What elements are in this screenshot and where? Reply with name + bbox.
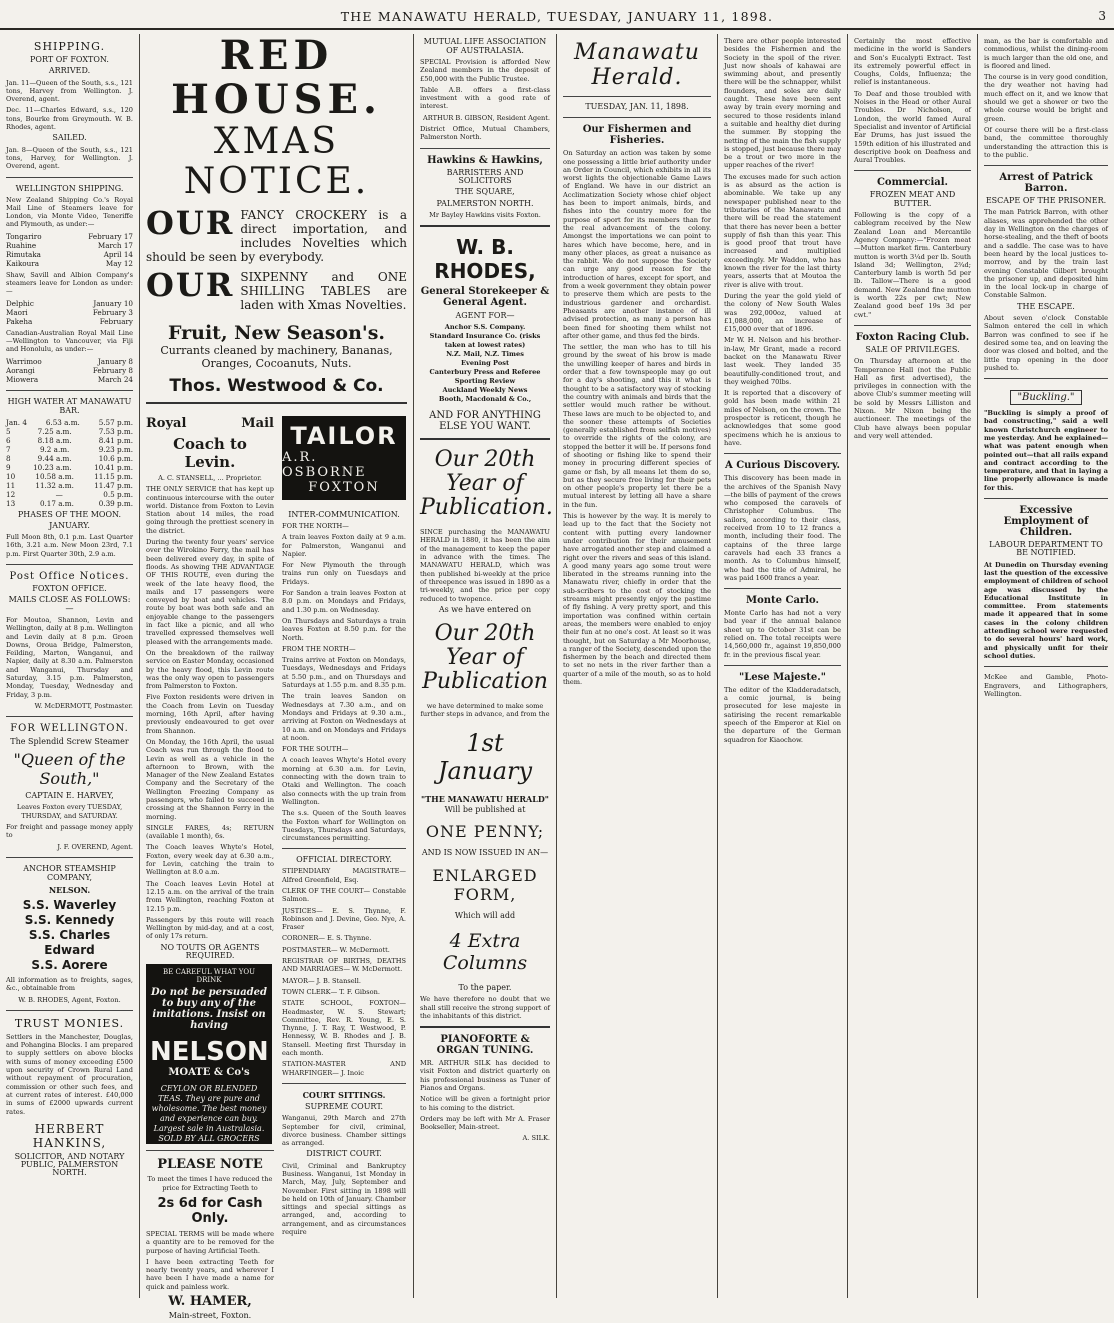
please-note-text: To meet the times I have reduced the price for Extracting Teeth to	[147, 1175, 273, 1192]
high-water-cell: —	[55, 489, 63, 499]
wellington-shipping-heading: WELLINGTON SHIPPING.	[15, 183, 124, 193]
south-text-2: The s.s. Queen of the South leaves the Foxton wharf for Wellington on Tuesdays, Thursdays and Saturdays, circumstances permitting.	[282, 809, 406, 843]
official-entry: CLERK OF THE COURT— Constable Salmon.	[282, 886, 406, 904]
arrest-heading: Arrest of Patrick Barron.	[999, 172, 1093, 195]
monte-carlo-heading: Monte Carlo.	[746, 595, 819, 607]
coach-text-8: The Coach leaves Levin Hotel at 12.15 a.m. on the arrival of the train from Wellington, reaching Foxton at 12.15 p.m.	[146, 879, 274, 913]
inter-communication-heading: INTER-COMMUNICATION.	[288, 510, 400, 519]
privileges-heading: SALE OF PRIVILEGES.	[865, 344, 960, 354]
hawkins-sub: BARRISTERS AND SOLICITORS	[446, 167, 524, 185]
divider	[282, 1083, 406, 1084]
vessel-name: S.S. Kennedy	[24, 912, 115, 927]
high-water-row	[6, 436, 133, 445]
high-water-cell: 11	[6, 480, 16, 490]
high-water-cell: 10.23 a.m.	[33, 462, 72, 472]
nelson-tea-text: CEYLON OR BLENDED TEAS. They are pure and wholesome. The best money and experience can buy. Largest sale in Australasia. SOLD BY ALL GROCERS	[151, 1084, 267, 1144]
high-water-cell: Jan. 4	[6, 417, 27, 427]
silk-text: MR. ARTHUR SILK has decided to visit Foxton and district quarterly on his professional business as Tuner of Pianos and Organs.	[420, 1059, 550, 1092]
divider	[984, 165, 1108, 166]
red-house-heading: RED HOUSE.	[171, 32, 382, 123]
mutual-life-heading: MUTUAL LIFE ASSOCIATION OF AUSTRALASIA.	[423, 37, 547, 55]
sailed-text: Jan. 8—Queen of the South, s.s., 121 tons, Harvey, for Wellington. J. Overend, agent.	[6, 145, 133, 171]
high-water-cell: 10	[6, 471, 16, 481]
herbert-sub: SOLICITOR, AND NOTARY PUBLIC, PALMERSTON NORTH.	[14, 1151, 125, 1178]
divider	[984, 498, 1108, 499]
article-paragraph: It is reported that a discovery of gold has been made within 21 miles of Nelson, on the crown. The prospector is reticent, though he acknowledges that some good specimens which he is anxious to have.	[724, 389, 841, 447]
divider	[420, 438, 550, 440]
buckling-heading: "Buckling."	[1010, 390, 1081, 405]
queen-of-south: "Queen of the South,"	[13, 750, 126, 789]
court-sittings-heading: COURT SITTINGS.	[302, 1089, 386, 1100]
ship-row: Miowera March 24	[6, 374, 133, 384]
as-we-entered: As we have entered on	[438, 604, 532, 614]
leaves-text: Leaves Foxton every TUESDAY, THURSDAY, and SATURDAY.	[16, 803, 123, 820]
divider	[6, 390, 133, 391]
north-text-4: On Thursdays and Saturdays a train leaves Foxton at 8.50 p.m. for the North.	[282, 616, 406, 642]
wb-rhodes-heading: W. B. RHODES,	[434, 235, 536, 284]
mutual-text: SPECIAL Provision is afforded New Zealand members in the deposit of £50,000 with the Public Trustee.	[420, 58, 550, 83]
nzsc-text: New Zealand Shipping Co.'s Royal Mail Line of Steamers leave for London, via Monte Video, Teneriffe and Plymouth, as under:—	[6, 195, 133, 229]
our-20th-year-repeat: Our 20th Year of Publication	[422, 621, 548, 695]
anchor-heading: ANCHOR STEAMSHIP COMPANY,	[23, 863, 116, 882]
freight-text: For freight and passage money apply to	[6, 823, 133, 840]
divider	[6, 857, 133, 858]
port-label: PORT OF FOXTON.	[30, 55, 109, 64]
band-text: Of course there will be a first-class band, the committee thoroughly understanding the attraction this is to the public.	[984, 125, 1108, 159]
district-text: Civil, Criminal and Bankruptcy Business. Wanganui, 1st Monday in March, May, July, September and November. First sitting in 1898 will be held on 10th of January. Chamber sittings and special sittings as arranged, and, according to arrangement, and as circumstances require	[282, 1161, 406, 1237]
agent-entry: Anchor S.S. Company.	[444, 323, 526, 332]
xmas-notice-heading: XMAS NOTICE.	[183, 121, 370, 202]
article-paragraph: There are other people interested besides the Fishermen and the Society in the spoil of the river. Just now shoals of kahawai are swimming about, and presently there will be the schnapper, whilst flounders, and soles are daily caught. These have been sent away by train every morning and secured to those residents inland a suitable and healthy diet during the summer. By stopping the netting of the main the fish supply is stopped, just because there may be a trout or two more in the upper reaches of the river!	[724, 37, 841, 170]
for-south-label: FOR THE SOUTH—	[282, 745, 349, 754]
nelson-label: NELSON.	[48, 884, 91, 895]
divider	[724, 665, 841, 666]
divider	[146, 402, 407, 404]
high-water-cell: 0.5 p.m.	[103, 489, 133, 499]
column-4	[557, 34, 718, 1298]
overend-agent: J. F. OVEREND, Agent.	[57, 842, 133, 851]
hawkins-heading: Hawkins & Hawkins,	[427, 154, 543, 166]
trust-text: Settlers in the Manchester, Douglas, and Pohangina Blocks. I am prepared to supply settlers on above blocks with sums of money exceeding £500 upon security of Crown Rural Land without repayment of procuration, commission or other such fees, and at current rates of interest. £40,000 in sums of £2000 upwards current rates.	[6, 1032, 133, 1116]
from-north-text-2: The train leaves Sandon on Wednesdays at 7.30 a.m., and on Mondays and Fridays at 9.30 a.m., arriving at Foxton on Wednesdays at 10 a.m. and on Mondays and Fridays at noon.	[282, 692, 406, 742]
since-purchasing-text: SINCE purchasing the MANAWATU HERALD in 1880, it has been the aim of the management to keep the paper in advance with the times. The MANAWATU HERALD, which was then published bi-weekly at the price of threepence was issued in 1890 as a tri-weekly, and the price per copy reduced to twopence.	[420, 528, 550, 603]
official-entry: STATE SCHOOL, FOXTON— Headmaster, W. S. Stewart; Committee, Rev. R. Young, E. S. Thynne, J. T. Ray, T. Westwood, P. Hennessy, W. B. Rhodes and J. B. Stansell. Meeting first Thursday in each month.	[282, 999, 406, 1058]
official-entry: POSTMASTER— W. McDermott.	[282, 945, 390, 954]
from-north-label: FROM THE NORTH—	[282, 644, 356, 653]
w-hamer: W. HAMER,	[168, 1294, 252, 1309]
our-tables-ad	[146, 266, 407, 312]
divider	[6, 716, 133, 717]
deaf-text: To Deaf and those troubled with Noises in the Head or other Aural Troubles. Dr Nicholson, of London, the world famed Aural Specialist and inventor of Artificial Ear Drums, has just issued the 159th edition of his illustrated and descriptive book on Deafness and Aural Troubles.	[854, 89, 971, 165]
divider	[563, 96, 711, 97]
please-note-heading: PLEASE NOTE	[157, 1157, 263, 1173]
ship-row: Aorangi February 8	[6, 365, 133, 375]
high-water-cell: 9.44 a.m.	[37, 453, 72, 463]
article-paragraph: The settler, the man who has to till his ground by the sweat of his brow is made the unwilling keeper of hares and birds in order that a few townspeople may go out for a day's shooting, and this it what is thought to be a satisfactory way of stocking the country with animals and birds that the settler would much rather be without. These laws are much to be objected to, and the sooner these attempts of Societies (generally established from selfish motives) to override the rights of the colony, are stopped the better it will be. If persons fond of shooting or fishing like to spend their money in procuring different species of game or fish, by all means let them do so, but as they secure free living for their pets on other people's property let there be a mutual interest by letting all have a share in the fun.	[563, 343, 711, 509]
newspaper-masthead-title: THE MANAWATU HERALD, TUESDAY, JANUARY 11, 1898.	[340, 9, 774, 24]
frozen-text: Following is the copy of a cablegram received by the New Zealand Loan and Mercantile Agency Company:—"Frozen meat—Mutton market firm. Canterbury mutton is worth 3¼d per lb. South Island 3d; Wellington, 2¾d; Canterbury lamb is worth 5d per lb. Tallow—There is a good demand. New Zealand fine mutton is worth 22s per cwt; New Zealand good beef 19s 3d per cwt."	[854, 211, 971, 319]
which-will-add: Which will add	[454, 910, 516, 920]
pianoforte-heading: PIANOFORTE & ORGAN TUNING.	[436, 1034, 534, 1057]
special-terms: SPECIAL TERMS will be made where a quantity are to be removed for the purpose of having Artificial Teeth.	[146, 1229, 274, 1255]
official-entry: STATION-MASTER AND WHARFINGER— J. Inoic	[282, 1060, 406, 1077]
shaw-savill-text: Shaw, Savill and Albion Company's steamers leave for London as under:—	[6, 270, 133, 296]
column-5	[718, 34, 848, 1298]
course-text: The course is in very good condition, the dry weather not having had much effect on it, and we know that should we get a shower or two the whole course would be bright and green.	[984, 73, 1108, 123]
crockery-text: FANCY CROCKERY is a direct importation, and includes Novelties which should be seen by everybody.	[146, 208, 407, 264]
gibson-office: District Office, Mutual Chambers, Palmerston North.	[420, 125, 550, 142]
official-entry: JUSTICES— E. S. Thynne, F. Robinson and J. Devine, Geo. Nye, A. Fraser	[282, 906, 406, 932]
post-office-heading: Post Office Notices.	[9, 571, 130, 583]
coach-text-3: On the breakdown of the railway service on Easter Monday, occasioned by the heavy flood, this Levin route was the only way open to passengers from Palmerston to Foxton.	[146, 648, 274, 691]
anchor-text: All information as to freights, sages, &c., obtainable from	[6, 975, 133, 993]
high-water-cell: 11.47 p.m.	[94, 480, 133, 490]
arrest-text: The man Patrick Barron, with other aliases, was apprehended the other day in Wellington on the charges of horse-stealing, and the theft of boots and a saddle. The case was to have been heard by the local justices to-morrow, and by the train last evening Constable Gilbert brought the prisoner up, and deposited him in the local lock-up in charge of Constable Salmon.	[984, 208, 1108, 300]
official-entry: TOWN CLERK— T. F. Gibson.	[282, 987, 380, 996]
to-the-paper: To the paper.	[458, 982, 512, 992]
column-3	[414, 34, 557, 1298]
enlarged-form: ENLARGED FORM,	[432, 865, 538, 904]
high-water-cell: 7.53 p.m.	[98, 426, 133, 436]
ship-row: Pakeha February	[6, 316, 133, 326]
high-water-cell: 9	[6, 462, 11, 472]
ship-row: Delphic January 10	[6, 298, 133, 308]
mails-text: For Moutoa, Shannon, Levin and Wellington, daily at 8 p.m. Wellington and Levin daily at 8 p.m. Groen Downs, Oroua Bridge, Palmerston, Feilding, Marton, Wanganui, and Napier, daily at 8.30 a.m. Palmerston and Wanganui, Thursday and Saturday, 3.15 p.m. Palmerston, Monday, Tuesday, Wednesday and Friday, 3 p.m.	[6, 615, 133, 699]
post-office-sub: FOXTON OFFICE.	[32, 584, 107, 594]
determined-text: we have determined to make some further steps in advance, and from the	[420, 702, 550, 719]
masthead	[0, 0, 1114, 30]
high-water-cell: 6.53 a.m.	[45, 417, 80, 427]
coach-text-2: During the twenty four years' service over the Wirokino Ferry, the mail has been delivered every day, in spite of floods. As showing THE ADVANTAGE OF THIS ROUTE, even during the week of the late heavy flood, the mails and 17 passengers were conveyed by boat and vehicles. The route by boat was both safe and an enjoyable change to the passengers in fact like a picnic, and all who travelled expressed themselves well pleased with the arrangements made.	[146, 538, 274, 646]
official-entry: CORONER— E. S. Thynne.	[282, 934, 372, 943]
divider	[6, 564, 133, 565]
arrived-text: Jan. 11—Queen of the South, s.s., 121 tons, Harvey from Wellington. J. Overend, agent.	[6, 78, 133, 104]
phases-text: Full Moon 8th, 0.1 p.m. Last Quarter 16th, 3.21 a.m. New Moon 23rd, 7.1 p.m. First Quarter 30th, 2.9 a.m.	[6, 533, 133, 558]
high-water-cell: 7.25 a.m.	[37, 426, 72, 436]
for-wellington: FOR WELLINGTON.	[10, 723, 129, 735]
high-water-cell: 8.18 a.m.	[37, 435, 72, 445]
phases-month: JANUARY.	[49, 520, 90, 530]
extra-columns: 4 Extra Columns	[442, 929, 528, 974]
divider	[984, 378, 1108, 379]
thos-westwood: Thos. Westwood & Co.	[169, 376, 384, 396]
photo-engravers-footer: McKee and Gamble, Photo-Engravers, and Lithographers, Wellington.	[984, 673, 1108, 698]
divider	[854, 325, 971, 326]
escape-sub: ESCAPE OF THE PRISONER.	[985, 196, 1107, 206]
herald-name: "THE MANAWATU HERALD"	[421, 793, 549, 804]
phases-heading: PHASES OF THE MOON.	[17, 509, 122, 519]
article-paragraph: On Saturday an action was taken by some one possessing a little brief authority under an Order in Council, which exhibits in all its worst lights the objectionable Game Laws of England. We have in our district an Acclimatization Society whose chief object has been to import animals, birds, and fishes into the country more for the purpose of sport for its members than for the real advancement of the colony. Amongst the importations we can point to hares which have become, here, and in many other places, as great a nuisance as the rabbit. We do not suppose the Society can urge any good reason for the introduction of hares, except for sport, and from a week government they obtain power to preserve them which are pests to the industrious gardener and orchardist. Pheasants are another instance of ill advised protection, as many a person has been fined for shooting them whilst not after other game, and thus fed the birds.	[563, 149, 711, 340]
canadian-text: Canadian-Australian Royal Mail Line—Wellington to Vancouver, via Fiji and Honolulu, as under:—	[6, 328, 133, 354]
high-water-row	[6, 445, 133, 454]
sailed-label: SAILED.	[52, 133, 87, 143]
the-square: THE SQUARE,	[455, 187, 515, 197]
supreme-court: SUPREME COURT.	[304, 1101, 384, 1111]
mails-close: MAILS CLOSE AS FOLLOWS:—	[8, 595, 131, 613]
orders-text: Orders may be left with Mr A. Fraser Bookseller, Main-street.	[420, 1114, 550, 1132]
column-7	[978, 34, 1114, 1298]
fishermen-heading: Our Fishermen and Fisheries.	[582, 124, 692, 147]
high-water-row	[6, 427, 133, 436]
tailor-town: FOXTON	[308, 479, 380, 495]
nelson-moate-ad	[146, 964, 272, 1144]
issued-in: AND IS NOW ISSUED IN AN—	[421, 848, 549, 858]
high-water-cell: 10.58 a.m.	[35, 471, 74, 481]
agent-for: AGENT FOR—	[455, 311, 515, 321]
high-water-cell: 9.23 p.m.	[98, 444, 133, 454]
gibson-agent: ARTHUR B. GIBSON, Resident Agent.	[423, 113, 550, 122]
coach-text-7: The Coach leaves Whyte's Hotel, Foxton, every week day at 6.30 a.m., for Levin, catching the train to Wellington at 8.0 a.m.	[146, 843, 274, 877]
mail-label: Mail	[241, 416, 274, 431]
coach-text-6: SINGLE FARES, 4s; RETURN (available 1 month), 6s.	[146, 823, 274, 841]
divider	[420, 1026, 550, 1028]
the-escape-label: THE ESCAPE.	[1017, 301, 1075, 311]
north-text-3: For Sandon a train leaves Foxton at 8.0 p.m. on Mondays and Fridays, and 1.30 p.m. on Wednesday.	[282, 589, 406, 614]
high-water-cell: 12	[6, 489, 16, 499]
official-entry: MAYOR— J. B. Stansell.	[282, 976, 361, 985]
labour-dept: LABOUR DEPARTMENT TO BE NOTIFIED.	[989, 540, 1103, 558]
high-water-row	[6, 490, 133, 499]
escape-text: About seven o'clock Constable Salmon entered the cell in which Barron was confined to see if he desired some tea, and on leaving the door was closed and bolted, and the little trap opening in the door pushed to.	[984, 314, 1108, 372]
osborne-tailor-ad	[282, 416, 406, 500]
one-penny: ONE PENNY;	[425, 822, 545, 842]
divider	[146, 1150, 274, 1151]
tailor-name: A.R. OSBORNE	[282, 449, 367, 480]
curious-text: This discovery has been made in the archives of the Spanish Navy—the bills of payment of the crews who composed the caravels of Christopher Columbus. The sailors, according to their class, received from 10 to 12 francs a month, including their food. The captains of the three large caravels had each 33 francs a month. As to Columbus himself, who had the title of Admiral, he was paid 1600 francs a year.	[724, 474, 841, 582]
north-text-1: A train leaves Foxton daily at 9 a.m. for Palmerston, Wanganui and Napier.	[282, 533, 406, 558]
official-entry: STIPENDIARY MAGISTRATE— Alfred Greenfield, Esq.	[282, 867, 406, 884]
high-water-row	[6, 463, 133, 472]
tailor-label: TAILOR	[290, 421, 398, 450]
divider	[854, 170, 971, 171]
high-water-cell: 8	[6, 453, 11, 463]
extracting-text: I have been extracting Teeth for nearly twenty years, and wherever I have been I have made a name for quick and painless work.	[146, 1257, 274, 1291]
divider	[563, 117, 711, 118]
divider	[6, 177, 133, 178]
herald-title: Manawatu Herald.	[574, 40, 700, 90]
excessive-heading: Excessive Employment of Children.	[1003, 505, 1089, 539]
high-water-cell: 8.41 p.m.	[98, 435, 133, 445]
nelson-persuaded: Do not be persuaded to buy any of the imitations. Insist on having	[150, 987, 268, 1032]
coach-text-9: Passengers by this route will reach Wellington by mid-day, and at a cost, of only 17s return.	[146, 915, 274, 941]
anchor-agent: W. B. RHODES, Agent, Foxton.	[18, 995, 121, 1004]
high-water-heading: HIGH WATER AT MANAWATU BAR.	[7, 396, 132, 415]
page-number: 3	[1098, 9, 1106, 23]
from-north-text: Trains arrive at Foxton on Mondays, Tuesdays, Wednesdays and Fridays at 5.50 p.m., and on Thursdays and Saturdays at 1.55 p.m. and 8.35 p.m.	[282, 656, 407, 690]
postmaster: W. McDERMOTT, Postmaster.	[34, 701, 133, 710]
high-water-cell: 11.32 a.m.	[35, 480, 74, 490]
agent-entry: Standard Insurance Co. (risks taken at lowest rates)	[429, 332, 541, 350]
vessel-name: S.S. Charles Edward	[28, 927, 111, 957]
teeth-price: 2s 6d for Cash Only.	[157, 1195, 263, 1226]
divider	[984, 666, 1108, 667]
first-january: 1st January	[437, 728, 533, 785]
ships-table-3	[6, 357, 133, 384]
herbert-hankins: HERBERT HANKINS,	[32, 1121, 107, 1150]
divider	[724, 453, 841, 454]
nelson-careful: BE CAREFUL WHAT YOU DRINK	[162, 968, 256, 985]
racing-continued: man, as the bar is comfortable and commodious, whilst the dining-room is much larger than the old one, and is floored and lined.	[984, 37, 1108, 70]
racing-club-heading: Foxton Racing Club.	[855, 331, 970, 343]
high-water-row	[6, 418, 133, 427]
high-water-cell: 0.39 p.m.	[98, 498, 133, 508]
arrived-text-2: Dec. 11—Charles Edward, s.s., 120 tons, Bourke from Greymouth. W. B. Rhodes, agent.	[6, 106, 133, 132]
divider	[282, 848, 406, 849]
north-text-2: For New Plymouth the through trains run only on Tuesdays and Fridays.	[282, 561, 406, 586]
article-paragraph: During the year the gold yield of the colony of New South Wales was 292,000oz, valued at £1,088,000, an increase of £15,000 over that of 1896.	[724, 291, 841, 334]
high-water-row	[6, 499, 133, 508]
high-water-cell: 10.6 p.m.	[98, 453, 133, 463]
divider	[724, 588, 841, 589]
racing-text: On Thursday afternoon at the Temperance Hall (not the Public Hall as first advertised), the privileges in connection with the above Club's summer meeting will be sold by Messrs Lilliston and Nixon. Mr Nixon being the auctioneer. The meetings of the Club have always been popular and very well attended.	[854, 357, 971, 440]
buckling-text: "Buckling is simply a proof of bad constructing," said a well known Christchurch engineer to me yesterday. And he explained—what was patent enough when pointed out—that all rails expand and contract according to the temperature, and that in laying a line properly allowance is made for this.	[984, 409, 1108, 492]
high-water-cell: 9.2 a.m.	[39, 444, 70, 454]
lese-majeste-heading: "Lese Majeste."	[739, 671, 826, 683]
high-water-cell: 0.17 a.m.	[39, 498, 74, 508]
our-crockery-ad	[146, 204, 407, 264]
divider	[420, 148, 550, 149]
nelson-moate: MOATE & Co's	[168, 1067, 250, 1079]
ship-row: Rimutaka April 14	[6, 249, 133, 259]
agents-list	[420, 323, 550, 404]
herald-date: TUESDAY, JAN. 11, 1898.	[585, 102, 689, 111]
high-water-row	[6, 454, 133, 463]
agent-entry: N.Z. Mail, N.Z. Times	[446, 350, 524, 359]
trust-monies-heading: TRUST MONIES.	[14, 1016, 125, 1030]
column-2	[140, 32, 414, 1320]
vessel-name: S.S. Aorere	[31, 957, 108, 972]
published-at: Will be published at	[444, 805, 526, 815]
excessive-text: At Dunedin on Thursday evening last the question of the excessive employment of children of school age was discussed by the Educational Institute in committee. From statements made it appeared that in some cases in the colony children attending school were requested to do several hours' hard work, and physically unfit for their school duties.	[984, 560, 1108, 660]
tables-text: SIXPENNY and ONE SHILLING TABLES are laden with Xmas Novelties.	[240, 270, 407, 312]
coach-heading: Coach to Levin.	[173, 435, 247, 471]
article-paragraph: The excuses made for such action is as absurd as the action is abominable. We take up any newspaper published near to the tributaries of the Manawatu and there will be read the statement that there has never been a better supply of fish than this year. This is good proof that trout have increased and multiplied exceedingly. Mr Waddon, who has known the river for the last thirty years, asserts that at Moutoa the river is alive with trout.	[724, 172, 841, 289]
screw-steamer: The Splendid Screw Steamer	[10, 737, 129, 747]
currants-text: Currants cleaned by machinery, Bananas, Oranges, Cocoanuts, Nuts.	[160, 344, 393, 370]
hamer-address: Main-street, Foxton.	[168, 1311, 252, 1320]
no-touts: NO TOUTS OR AGENTS REQUIRED.	[160, 942, 260, 961]
bayley-visits: Mr Bayley Hawkins visits Foxton.	[429, 210, 541, 219]
ship-row: Maori February 3	[6, 307, 133, 317]
high-water-cell: 6	[6, 435, 11, 445]
ship-row: Warrimoo January 8	[6, 356, 133, 366]
monte-text: Monte Carlo has had not a very bad year if the annual balance sheet up to October 31st can be relied on. The total receipts were 14,560,000 fr., against 19,850,000 fr. in the previous fiscal year.	[724, 609, 841, 659]
for-north-label: FOR THE NORTH—	[282, 522, 349, 530]
official-directory-list	[282, 867, 406, 1077]
stansell-proprietor: A. C. STANSELL, ... Proprietor.	[158, 474, 262, 482]
high-water-cell: 10.41 p.m.	[94, 462, 133, 472]
coach-text-5: On Monday, the 16th April, the usual Coach was run through the flood to Levin as well as a vehicle in the afternoon to Brown, with the Manager of the New Zealand Estates Company and the Secretary of the Wellington Freezing Company as passengers, who failed to succeed in crossing at the Shannon Ferry in the morning.	[146, 737, 274, 821]
our-20th-year-heading: Our 20th Year of Publication.	[420, 447, 553, 521]
high-water-cell: 7	[6, 444, 11, 454]
supreme-text: Wanganui, 29th March and 27th September for civil, criminal, divorce business. Chamber sittings as arranged.	[282, 1114, 406, 1148]
a-silk: A. SILK.	[522, 1134, 550, 1143]
high-water-cell: 11.15 p.m.	[94, 471, 133, 481]
ship-row: Tongariro February 17	[6, 231, 133, 241]
south-text-1: A coach leaves Whyte's Hotel every morning at 6.30 a.m. for Levin, connecting with the down train to Otaki and Wellington. The coach also connects with the up train from Wellington.	[282, 756, 406, 806]
district-court: DISTRICT COURT.	[306, 1149, 382, 1159]
curious-discovery-heading: A Curious Discovery.	[724, 460, 841, 472]
royal-label: Royal	[146, 416, 187, 431]
agent-entry: Auckland Weekly News	[442, 386, 528, 395]
vessel-name: S.S. Waverley	[22, 897, 117, 912]
notice-text: Notice will be given a fortnight prior to his coming to the district.	[420, 1095, 550, 1112]
shipping-heading: SHIPPING.	[33, 40, 106, 53]
high-water-cell: 13	[6, 498, 16, 508]
ships-table-2	[6, 299, 133, 326]
article-paragraph: This is however by the way. It is merely to lead up to the fact that the Society not content with putting every landowner under contribution for their amusement have arrogated another step and claimed a right over the rivers and seas of this island. A good many years ago some trout were liberated in the streams running into the Manawatu river, chiefly in order that the sub-scribers to the cost of stocking the streams might presently enjoy the pastime of fly fishing. A very pretty sport, and this importation was confined within certain areas, the members were enabled to enjoy their fun at no one's cost. At least so it was thought, but on Saturday a Mr Moorhouse, a ranger of the Society, descended upon the fishermen by the beach and directed them to set no nets in the river farther than a quarter of a mile of the mouth, so as to hold them.	[563, 512, 711, 686]
agent-entry: Sporting Review	[454, 377, 516, 386]
palmerston-north: PALMERSTON NORTH.	[436, 198, 534, 208]
high-water-cell: 5.57 p.m.	[98, 417, 133, 427]
commercial-heading: Commercial.	[876, 177, 949, 189]
column-6	[848, 34, 978, 1298]
high-water-cell: 5	[6, 426, 11, 436]
divider	[6, 1010, 133, 1011]
agent-entry: Evening Post	[461, 359, 509, 368]
our-label: OUR	[146, 204, 235, 242]
high-water-table	[6, 418, 133, 508]
article-paragraph: Mr W. H. Nelson and his brother-in-law, Mr Grant, made a record backet on the Manawatu River last week. They landed 35 beautifully-conditioned trout, and they weighed 70lbs.	[724, 336, 841, 386]
agent-entry: Booth, Macdonald & Co.,	[438, 395, 532, 404]
agent-entry: Canterbury Press and Referee	[429, 368, 541, 377]
ship-row: Ruahine March 17	[6, 240, 133, 250]
divider	[420, 225, 550, 227]
and-for-anything: AND FOR ANYTHING ELSE YOU WANT.	[429, 410, 541, 433]
coach-text-4: Five Foxton residents were driven in the Coach from Levin on Tuesday morning, 16th April, after having previously endeavoured to get over from Shannon.	[146, 693, 274, 735]
fruit-heading: Fruit, New Season's.	[167, 322, 386, 344]
high-water-row	[6, 472, 133, 481]
captain: CAPTAIN E. HARVEY,	[25, 791, 114, 801]
nelson-brand: NELSON	[150, 1037, 269, 1068]
arrived-label: ARRIVED.	[48, 66, 91, 76]
ship-row: Kaikoura May 12	[6, 258, 133, 268]
column-1	[0, 34, 140, 1298]
eucalypti-text: Certainly the most effective medicine in the world is Sanders and Son's Eucalypti Extract. Test its extremely powerful effect in Coughs, Colds, Influenza; the relief is instantaneous.	[854, 37, 971, 87]
ships-table-1	[6, 232, 133, 268]
high-water-row	[6, 481, 133, 490]
official-directory-heading: OFFICIAL DIRECTORY.	[296, 855, 392, 865]
mutual-text-2: Table A.B. offers a first-class investment with a good rate of interest.	[420, 85, 550, 111]
our-label: OUR	[146, 266, 235, 304]
general-storekeeper: General Storekeeper & General Agent.	[420, 286, 550, 309]
lese-text: The editor of the Kladderadatsch, a comic journal, is being prosecuted for lese majeste in satirising the recent remarkable speech of the Emperor at Kiel on the departure of the German squadron for Kiaochow.	[724, 685, 841, 744]
frozen-meat-heading: FROZEN MEAT AND BUTTER.	[869, 190, 956, 208]
official-entry: REGISTRAR OF BIRTHS, DEATHS AND MARRIAGES— W. McDermott.	[282, 957, 406, 974]
no-doubt-text: We have therefore no doubt that we shall still receive the strong support of the inhabitants of this district.	[420, 995, 550, 1020]
coach-text-1: THE ONLY SERVICE that has kept up continuous intercourse with the outer world. Distance from Foxton to Levin Station about 14 miles, the road going through the prettiest scenery in the district.	[146, 485, 274, 535]
